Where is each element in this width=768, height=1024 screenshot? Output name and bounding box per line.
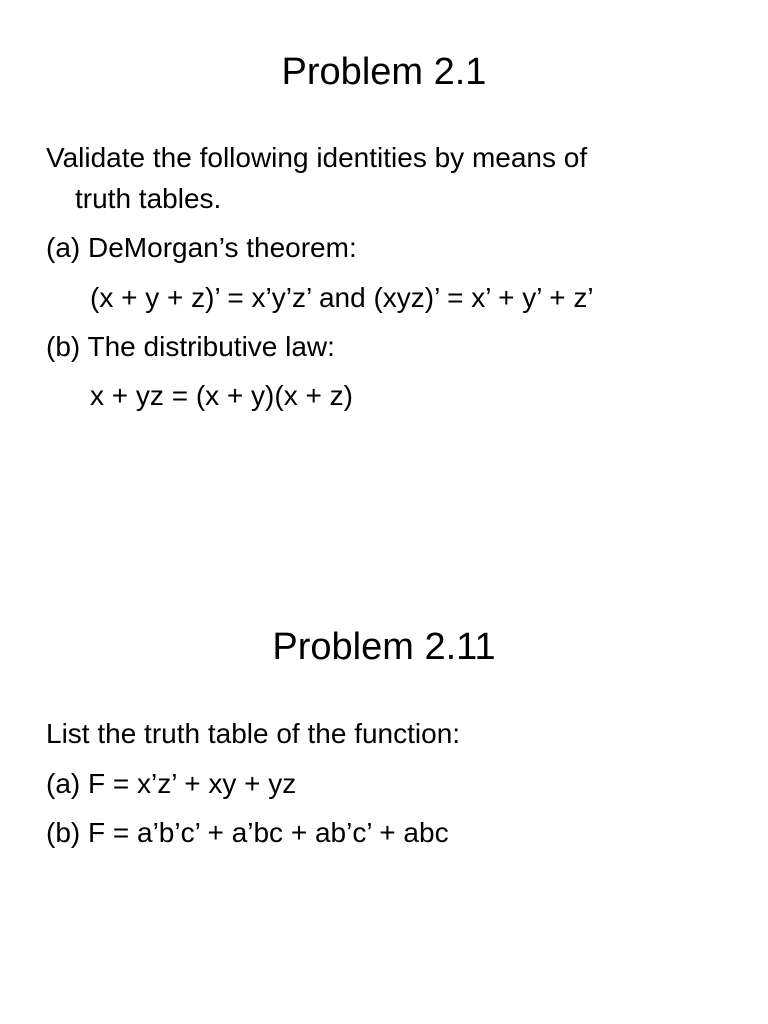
instruction-text: Validate the following identities by means of (46, 142, 588, 173)
slide-title: Problem 2.1 (281, 51, 487, 93)
part-a-label: (a) DeMorgan’s theorem: (46, 232, 357, 263)
slide-problem-2-11 (0, 512, 768, 1024)
part-b-function: (b) F = a’b’c’ + a’bc + ab’c’ + abc (46, 817, 449, 848)
distributive-equation: x + yz = (x + y)(x + z) (90, 380, 353, 411)
instruction-text: List the truth table of the function: (46, 718, 461, 749)
instruction-text-continued: truth tables. (75, 183, 222, 214)
part-a-function: (a) F = x’z’ + xy + yz (46, 768, 297, 799)
slide-title: Problem 2.11 (272, 626, 496, 668)
part-b-label: (b) The distributive law: (46, 331, 335, 362)
demorgan-equation: (x + y + z)’ = x’y’z’ and (xyz)’ = x’ + y’ + z’ (90, 282, 594, 313)
